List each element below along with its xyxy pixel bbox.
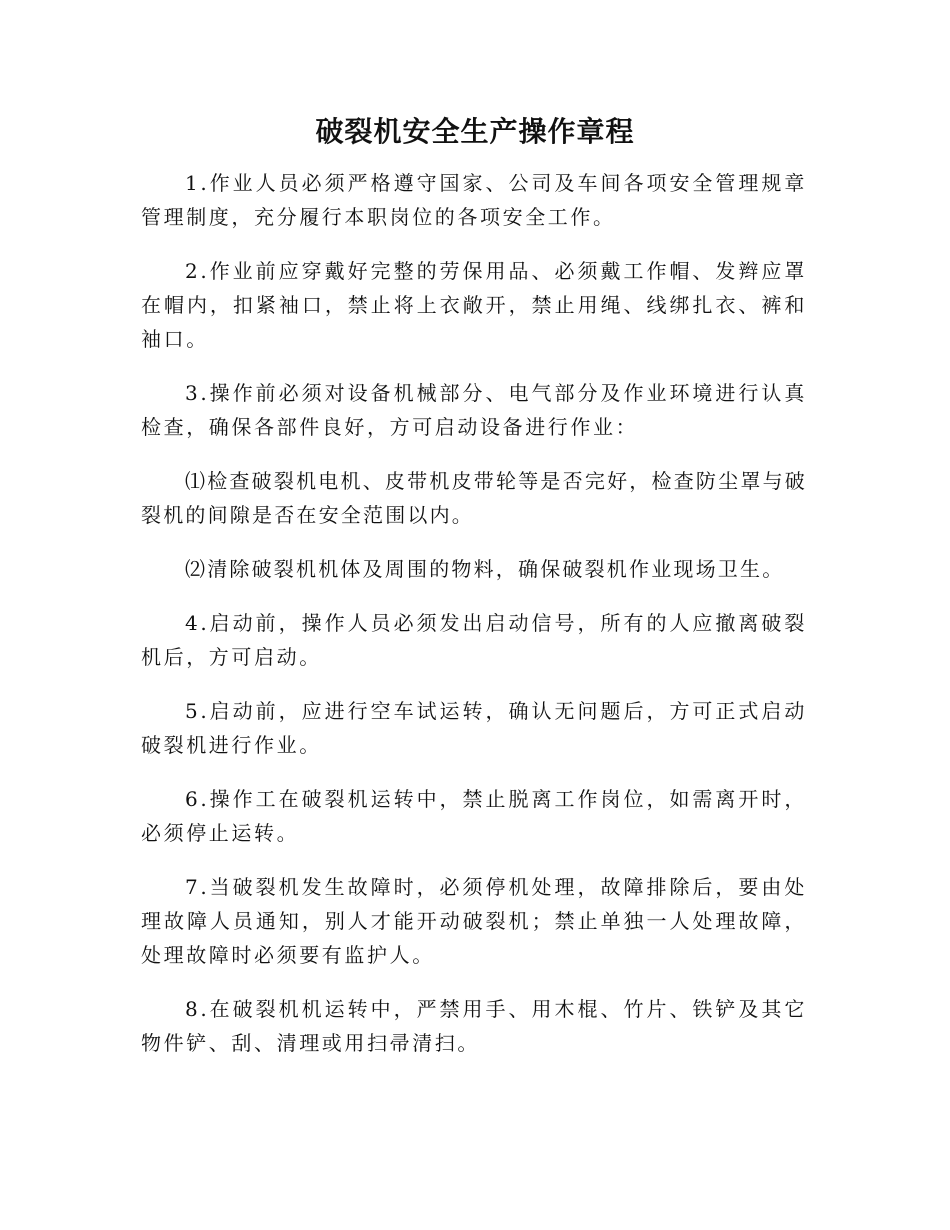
paragraph-rule-5: 5.启动前，应进行空车试运转，确认无问题后，方可正式启动破裂机进行作业。 [141,699,807,757]
paragraph-rule-7: 7.当破裂机发生故障时，必须停机处理，故障排除后，要由处理故障人员通知，别人才能开动破裂机；禁止单独一人处理故障，处理故障时必须要有监护人。 [141,875,807,967]
paragraph-rule-3-sub-2: ⑵清除破裂机机体及周围的物料，确保破裂机作业现场卫生。 [185,557,785,581]
paragraph-rule-3-sub-1: ⑴检查破裂机电机、皮带机皮带轮等是否完好，检查防尘罩与破裂机的间隙是否在安全范围以内。 [141,469,807,527]
paragraph-rule-1: 1.作业人员必须严格遵守国家、公司及车间各项安全管理规章管理制度，充分履行本职岗位的各项安全工作。 [141,171,807,229]
paragraph-rule-4: 4.启动前，操作人员必须发出启动信号，所有的人应撤离破裂机后，方可启动。 [141,611,807,669]
paragraph-rule-6: 6.操作工在破裂机运转中，禁止脱离工作岗位，如需离开时，必须停止运转。 [141,787,807,845]
paragraph-rule-8: 8.在破裂机机运转中，严禁用手、用木棍、竹片、铁铲及其它物件铲、刮、清理或用扫帚清扫。 [141,997,807,1055]
document-body [141,166,807,1080]
paragraph-rule-3: 3.操作前必须对设备机械部分、电气部分及作业环境进行认真检查，确保各部件良好，方可启动设备进行作业： [141,381,807,439]
paragraph-rule-2: 2.作业前应穿戴好完整的劳保用品、必须戴工作帽、发辫应罩在帽内，扣紧袖口，禁止将上衣敞开，禁止用绳、线绑扎衣、裤和袖口。 [141,259,807,351]
document-title: 破裂机安全生产操作章程 [315,115,635,148]
